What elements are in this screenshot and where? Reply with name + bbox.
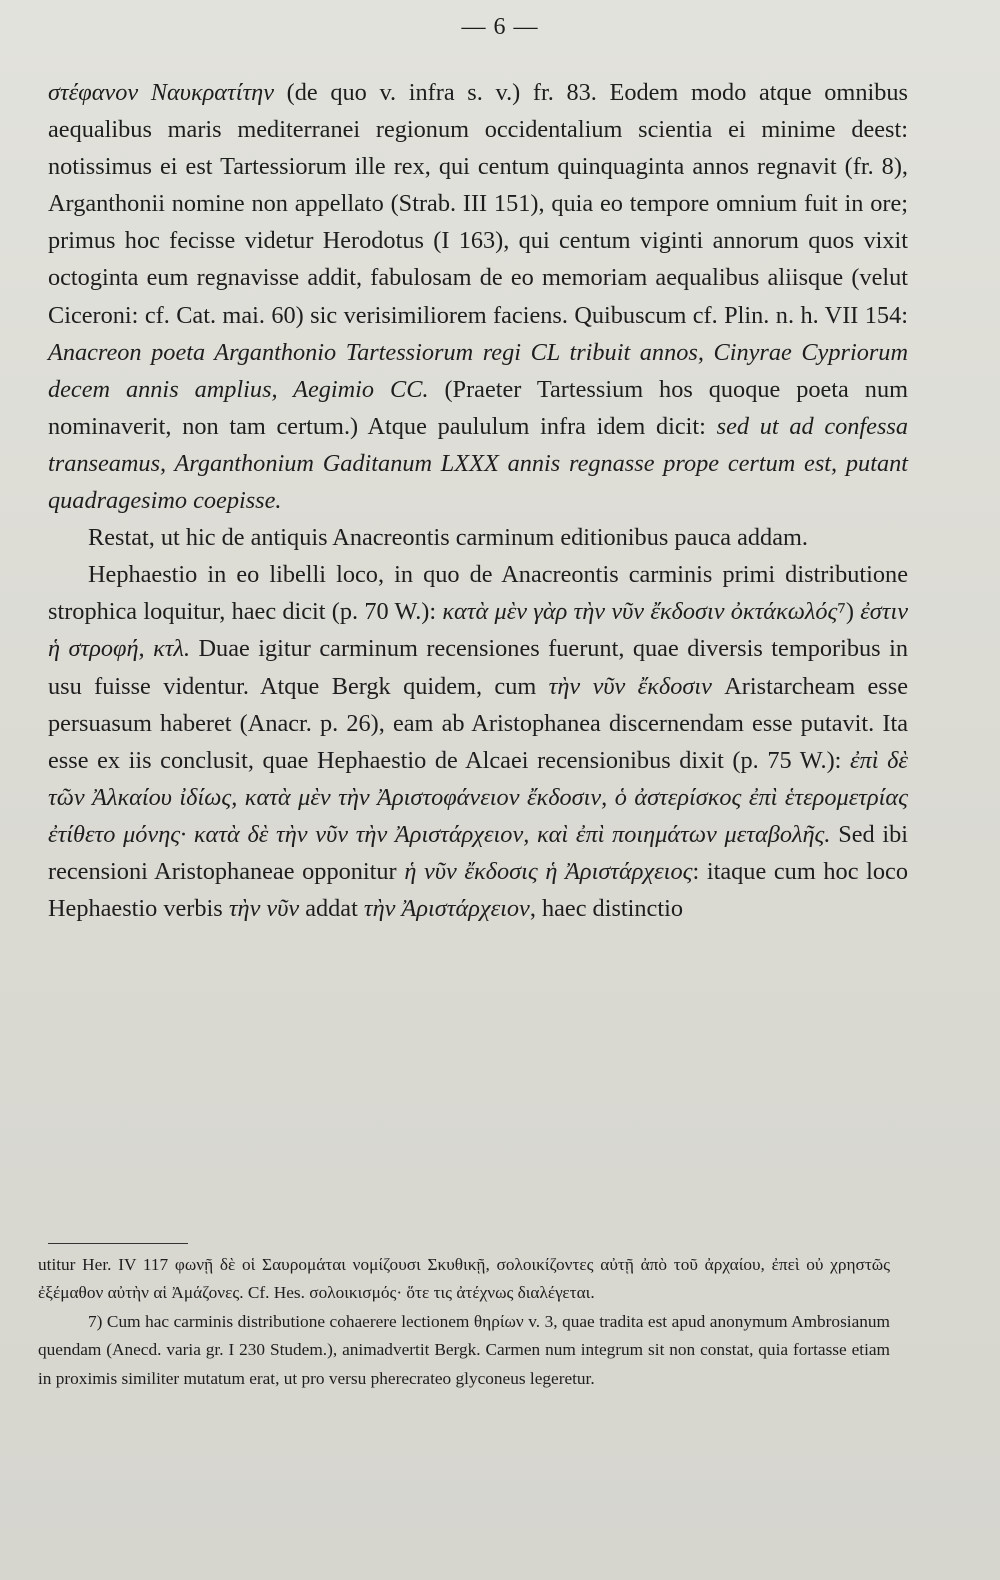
text-segment: στέφανον Ναυκρατίτην [48, 79, 274, 106]
text-segment: , haec distinctio [529, 895, 683, 923]
text-segment: (de quo v. infra s. v.) fr. 83. Eodem modo atque omnibus aequalibus maris mediterranei regionum occidentalium scientia ei minime deest: notissimus ei est Tartessiorum ille rex, qui centum quinquaginta annos regnavit (fr. 8), Arganthonii nomine non appellato (Strab. III 151), quia eo tempore omnium fuit in ore; primus hoc fecisse videtur Herodotus (I 163), qui centum viginti annorum quos vixit octoginta eum regnavisse addit, fabulosam de eo memoriam aequalibus aliisque (velut Ciceroni: cf. Cat. mai. 60) sic verisimiliorem faciens. Quibuscum cf. Plin. n. h. VII 154: [48, 79, 908, 329]
text-segment: τὴν νῦν ἔκδοσιν [548, 672, 712, 700]
text-segment: τὴν νῦν [228, 895, 300, 923]
text-segment: ἐπὶ δὲ τῶν Ἀλκαίου ἰδίως, κατὰ μὲν τὴν Ἀριστοφάνειον ἔκδοσιν, ὁ ἀστερίσκος ἐπὶ ἑτερομετρίας ἐτίθετο μόνης· κατὰ δὲ τὴν νῦν τὴν Ἀριστάρχειον, καὶ ἐπὶ ποιημάτων μεταβολῆς. [48, 746, 908, 848]
paragraph-1 [48, 74, 908, 519]
text-segment: κατὰ μὲν γὰρ τὴν νῦν ἔκδοσιν ὀκτάκωλός [442, 598, 838, 626]
page-number: — 6 — [461, 14, 539, 40]
text-segment: τὴν Ἀριστάρχειον [363, 895, 530, 923]
footnote-continued: utitur Her. IV 117 φωνῇ δὲ οἱ Σαυρομάται νομίζουσι Σκυθικῇ, σολοικίζοντες αὐτῇ ἀπὸ τοῦ ἀρχαίου, ἐπεὶ οὐ χρηστῶς ἐξέμαθον αὐτὴν αἱ Ἀμάζονες. Cf. Hes. σολοικισμός· ὅτε τις ἀτέχνως διαλέγεται. [38, 1255, 890, 1303]
footnote-7: 7) Cum hac carminis distributione cohaerere lectionem θηρίων v. 3, quae tradita est apud anonymum Ambrosianum quendam (Anecd. varia gr. I 230 Studem.), animadvertit Bergk. Carmen num integrum sit non constat, quia fortasse etiam in proximis similiter mutatum erat, ut pro versu pherecrateo glyconeus legeretur. [38, 1311, 890, 1388]
paragraph-3 [48, 556, 908, 927]
text-segment: (Praeter Tartessium hos quoque poeta num nominaverit, non tam certum.) Atque paululum infra idem dicit: [48, 375, 908, 440]
text-segment: Sed ibi recensioni Aristophaneae opponitur [48, 820, 909, 885]
text-segment: sed ut ad confessa transeamus, Arganthonium Gaditanum LXXX annis regnasse prope certum est, putant quadragesimo coepisse. [48, 412, 909, 515]
text-segment: Duae igitur carminum recensiones fuerunt, quae diversis temporibus in usu fuisse videntur. Atque Bergk quidem, cum [48, 635, 908, 700]
footnotes [38, 1251, 890, 1393]
paragraph-2 [48, 519, 908, 556]
footnote-marker: ⁷) [837, 598, 861, 626]
text-segment: ἡ νῦν ἔκδοσις ἡ Ἀριστάρχειος [404, 857, 693, 885]
main-text [48, 74, 908, 927]
text-segment: Restat, ut hic de antiquis Anacreontis carminum editionibus pauca addam. [88, 524, 808, 552]
text-segment: ἐστιν ἡ στροφή, κτλ. [48, 598, 909, 663]
text-segment: addat [299, 895, 364, 923]
text-segment: Anacreon poeta Arganthonio Tartessiorum regi CL tribuit annos, Cinyrae Cypriorum decem annis amplius, Aegimio CC. [48, 338, 908, 403]
text-segment: Aristarcheam esse persuasum haberet (Anacr. p. 26), eam ab Aristophanea discernendam esse putavit. Ita esse ex iis conclusit, quae Hephaestio de Alcaei recensionibus dixit (p. 75 W.): [48, 672, 909, 774]
text-segment: : itaque cum hoc loco Hephaestio verbis [48, 857, 908, 923]
footnote-divider [48, 1243, 188, 1244]
text-segment: Hephaestio in eo libelli loco, in quo de Anacreontis carminis primi distributione strophica loquitur, haec dicit (p. 70 W.): [48, 561, 908, 626]
